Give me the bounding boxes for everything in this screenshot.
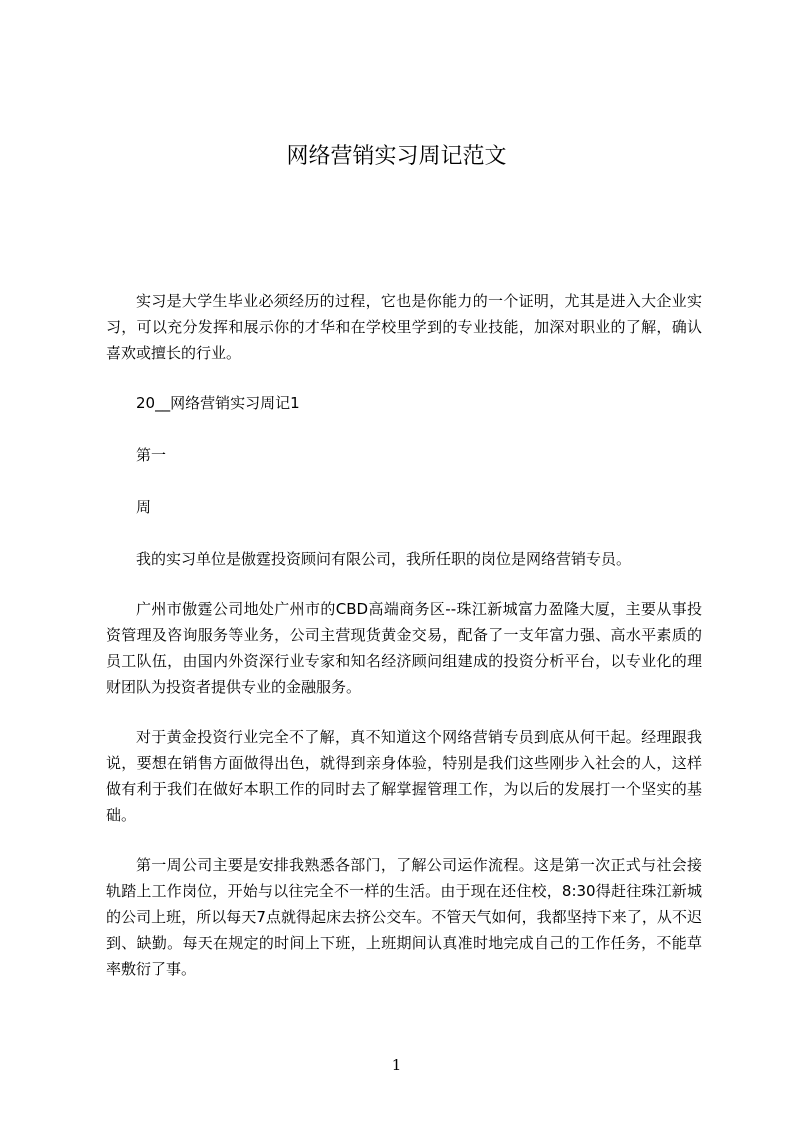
paragraph-week-label-2: 周 xyxy=(136,498,152,516)
paragraph-heading: 20__网络营销实习周记1 xyxy=(136,394,300,412)
paragraph-intro: 实习是大学生毕业必须经历的过程，它也是你能力的一个证明，尤其是进入大企业实习，可以充分发挥和展示你的才华和在学校里学到的专业技能，加深对职业的了解，确认喜欢或擅长的行业。 xyxy=(106,292,702,362)
paragraph-week-label-1: 第一 xyxy=(136,446,167,464)
paragraph-manager-advice: 对于黄金投资行业完全不了解，真不知道这个网络营销专员到底从何干起。经理跟我说，要想在销售方面做得出色，就得到亲身体验，特别是我们这些刚步入社会的人，这样做有利于我们在做好本职工作的同时去了解掌握管理工作，为以后的发展打一个坚实的基础。 xyxy=(106,728,702,824)
document-title: 网络营销实习周记范文 xyxy=(286,144,507,169)
document-body xyxy=(106,288,702,1006)
paragraph-first-week: 第一周公司主要是安排我熟悉各部门，了解公司运作流程。这是第一次正式与社会接轨踏上工作岗位，开始与以往完全不一样的生活。由于现在还住校，8:30得赶往珠江新城的公司上班，所以每天7点就得起床去挤公交车。不管天气如何，我都坚持下来了，从不迟到、缺勤。每天在规定的时间上下班，上班期间认真准时地完成自己的工作任务，不能草率敷衍了事。 xyxy=(106,856,702,978)
paragraph-company-intro: 广州市傲霆公司地处广州市的CBD高端商务区--珠江新城富力盈隆大厦，主要从事投资管理及咨询服务等业务，公司主营现货黄金交易，配备了一支年富力强、高水平素质的员工队伍，由国内外资深行业专家和知名经济顾问组建成的投资分析平台，以专业化的理财团队为投资者提供专业的金融服务。 xyxy=(106,600,702,696)
page-number: 1 xyxy=(391,1056,402,1074)
paragraph-internship-unit: 我的实习单位是傲霆投资顾问有限公司，我所任职的岗位是网络营销专员。 xyxy=(136,550,632,568)
